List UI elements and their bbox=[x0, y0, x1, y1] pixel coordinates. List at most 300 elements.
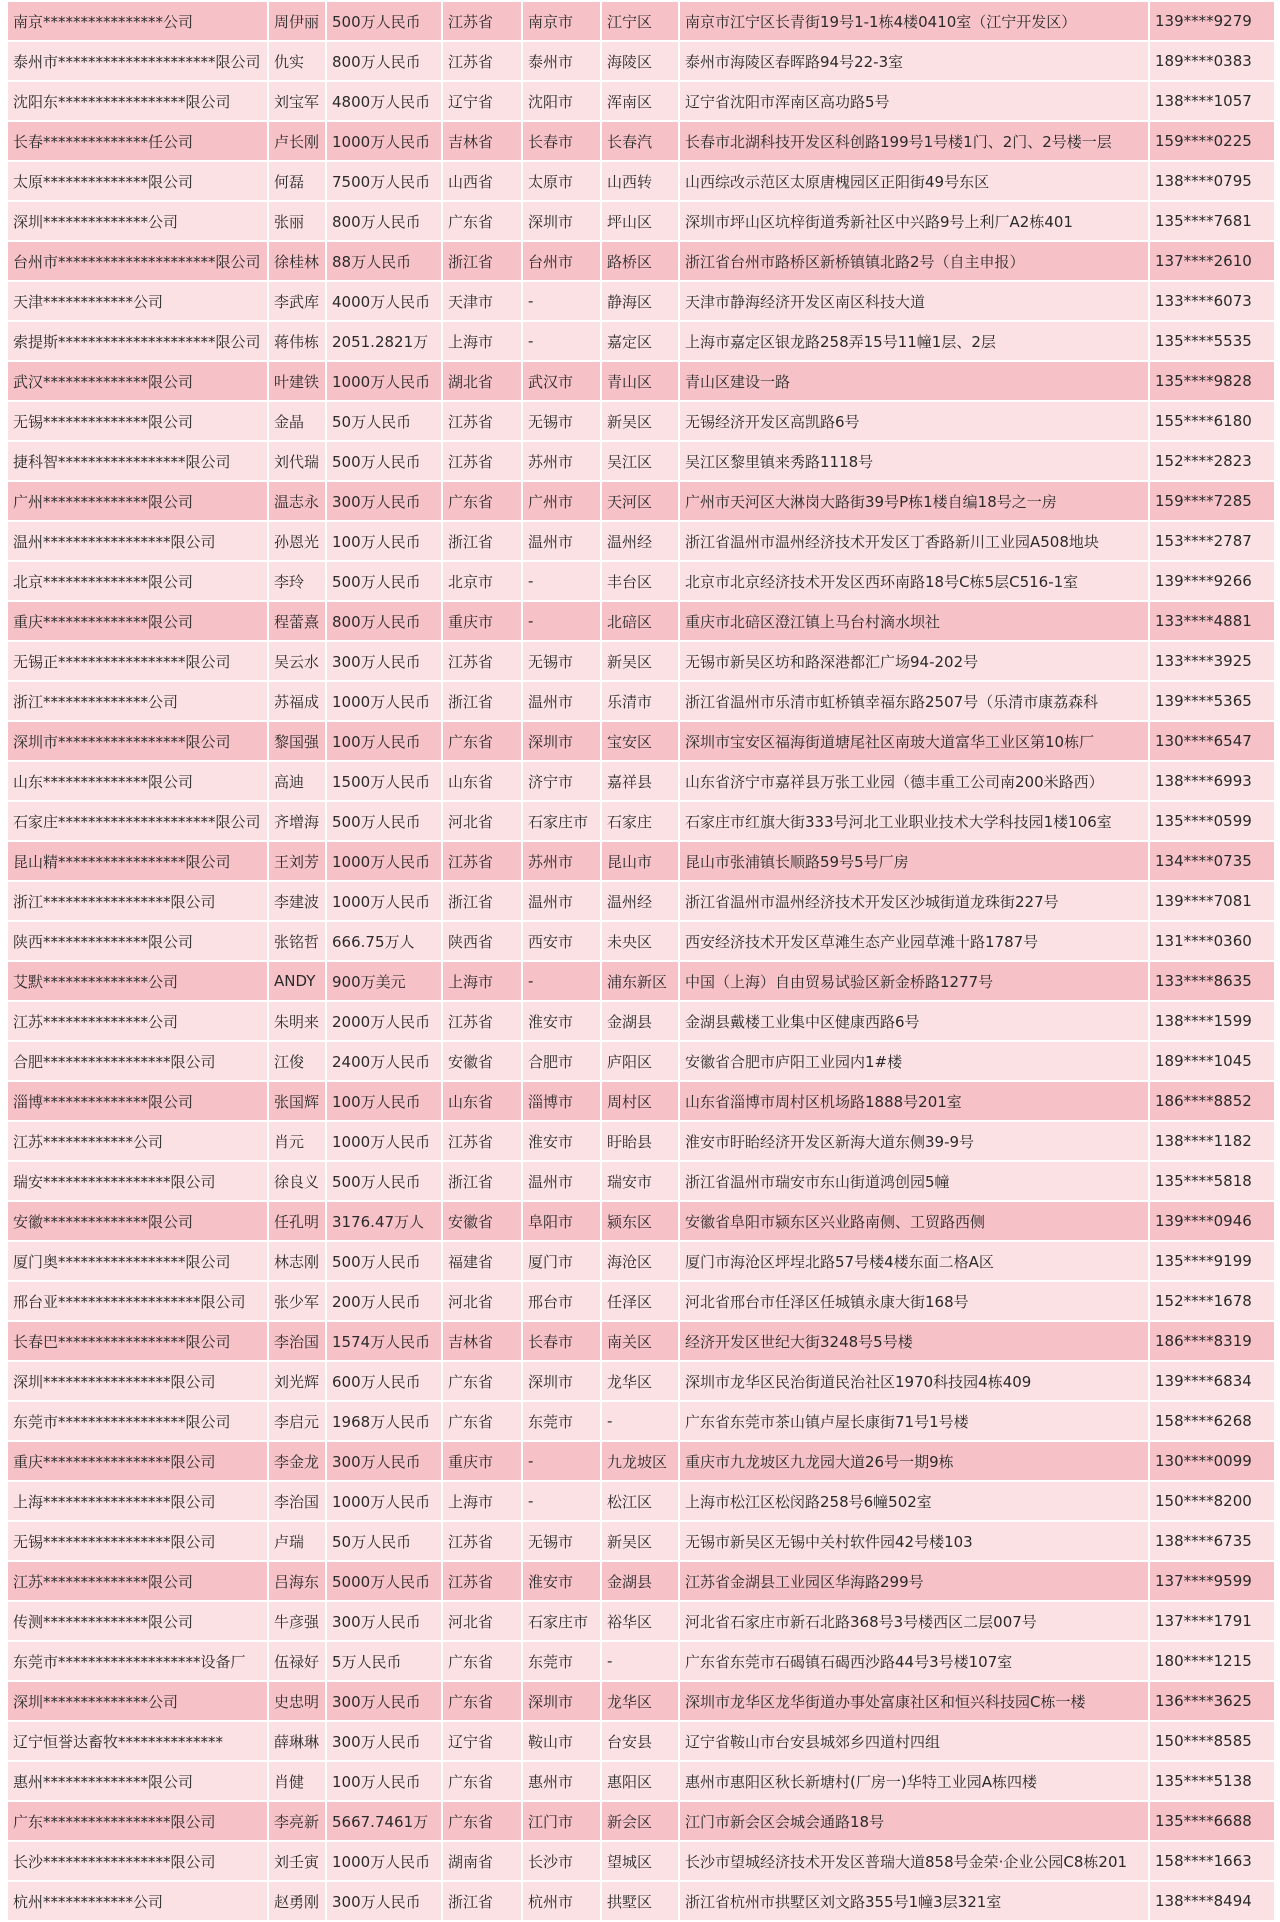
city-cell: 合肥市 bbox=[522, 1041, 601, 1081]
table-row bbox=[7, 1681, 1275, 1721]
company-name-cell: 东莞市*******************设备厂 bbox=[7, 1641, 268, 1681]
phone-cell: 135****5535 bbox=[1149, 321, 1275, 361]
company-name-cell: 无锡*****************限公司 bbox=[7, 1521, 268, 1561]
province-cell: 江苏省 bbox=[442, 841, 522, 881]
province-cell: 江苏省 bbox=[442, 1561, 522, 1601]
company-name-cell: 重庆**************限公司 bbox=[7, 601, 268, 641]
capital-cell: 5000万人民币 bbox=[326, 1561, 442, 1601]
district-cell: 长春汽 bbox=[601, 121, 679, 161]
district-cell: 新吴区 bbox=[601, 1521, 679, 1561]
capital-cell: 50万人民币 bbox=[326, 401, 442, 441]
table-row bbox=[7, 81, 1275, 121]
city-cell: 石家庄市 bbox=[522, 1601, 601, 1641]
capital-cell: 7500万人民币 bbox=[326, 161, 442, 201]
district-cell: 拱墅区 bbox=[601, 1881, 679, 1921]
district-cell: 江宁区 bbox=[601, 1, 679, 41]
table-row bbox=[7, 121, 1275, 161]
province-cell: 天津市 bbox=[442, 281, 522, 321]
legal-rep-cell: 徐良义 bbox=[268, 1161, 326, 1201]
phone-cell: 152****2823 bbox=[1149, 441, 1275, 481]
phone-cell: 130****0099 bbox=[1149, 1441, 1275, 1481]
address-cell: 河北省邢台市任泽区任城镇永康大街168号 bbox=[679, 1281, 1149, 1321]
table-row bbox=[7, 681, 1275, 721]
address-cell: 河北省石家庄市新石北路368号3号楼西区二层007号 bbox=[679, 1601, 1149, 1641]
company-name-cell: 广州**************限公司 bbox=[7, 481, 268, 521]
phone-cell: 139****7081 bbox=[1149, 881, 1275, 921]
district-cell: 周村区 bbox=[601, 1081, 679, 1121]
district-cell: 青山区 bbox=[601, 361, 679, 401]
province-cell: 浙江省 bbox=[442, 1161, 522, 1201]
district-cell: 金湖县 bbox=[601, 1561, 679, 1601]
city-cell: 沈阳市 bbox=[522, 81, 601, 121]
legal-rep-cell: 肖元 bbox=[268, 1121, 326, 1161]
province-cell: 重庆市 bbox=[442, 1441, 522, 1481]
phone-cell: 135****5138 bbox=[1149, 1761, 1275, 1801]
legal-rep-cell: 李玲 bbox=[268, 561, 326, 601]
phone-cell: 137****9599 bbox=[1149, 1561, 1275, 1601]
company-name-cell: 深圳市*****************限公司 bbox=[7, 721, 268, 761]
capital-cell: 800万人民币 bbox=[326, 201, 442, 241]
district-cell: 金湖县 bbox=[601, 1001, 679, 1041]
capital-cell: 300万人民币 bbox=[326, 1681, 442, 1721]
district-cell: 未央区 bbox=[601, 921, 679, 961]
legal-rep-cell: 刘壬寅 bbox=[268, 1841, 326, 1881]
company-name-cell: 天津************公司 bbox=[7, 281, 268, 321]
phone-cell: 135****9828 bbox=[1149, 361, 1275, 401]
phone-cell: 158****6268 bbox=[1149, 1401, 1275, 1441]
table-row bbox=[7, 801, 1275, 841]
district-cell: 路桥区 bbox=[601, 241, 679, 281]
city-cell: 温州市 bbox=[522, 1161, 601, 1201]
company-name-cell: 浙江*****************限公司 bbox=[7, 881, 268, 921]
province-cell: 安徽省 bbox=[442, 1201, 522, 1241]
phone-cell: 135****7681 bbox=[1149, 201, 1275, 241]
province-cell: 浙江省 bbox=[442, 521, 522, 561]
company-name-cell: 浙江**************公司 bbox=[7, 681, 268, 721]
legal-rep-cell: 金晶 bbox=[268, 401, 326, 441]
capital-cell: 300万人民币 bbox=[326, 1721, 442, 1761]
address-cell: 西安经济技术开发区草滩生态产业园草滩十路1787号 bbox=[679, 921, 1149, 961]
legal-rep-cell: 张少军 bbox=[268, 1281, 326, 1321]
district-cell: 浦东新区 bbox=[601, 961, 679, 1001]
capital-cell: 600万人民币 bbox=[326, 1361, 442, 1401]
legal-rep-cell: 朱明来 bbox=[268, 1001, 326, 1041]
company-name-cell: 石家庄*********************限公司 bbox=[7, 801, 268, 841]
legal-rep-cell: 林志刚 bbox=[268, 1241, 326, 1281]
district-cell: 新会区 bbox=[601, 1801, 679, 1841]
address-cell: 浙江省温州市乐清市虹桥镇幸福东路2507号（乐清市康荔森科 bbox=[679, 681, 1149, 721]
city-cell: 东莞市 bbox=[522, 1401, 601, 1441]
city-cell: - bbox=[522, 281, 601, 321]
capital-cell: 4800万人民币 bbox=[326, 81, 442, 121]
address-cell: 广州市天河区大淋岗大路街39号P栋1楼自编18号之一房 bbox=[679, 481, 1149, 521]
phone-cell: 133****4881 bbox=[1149, 601, 1275, 641]
table-row bbox=[7, 841, 1275, 881]
capital-cell: 300万人民币 bbox=[326, 481, 442, 521]
table-row bbox=[7, 961, 1275, 1001]
city-cell: - bbox=[522, 321, 601, 361]
phone-cell: 139****9279 bbox=[1149, 1, 1275, 41]
phone-cell: 133****8635 bbox=[1149, 961, 1275, 1001]
district-cell: 山西转 bbox=[601, 161, 679, 201]
city-cell: 石家庄市 bbox=[522, 801, 601, 841]
address-cell: 山西综改示范区太原唐槐园区正阳街49号东区 bbox=[679, 161, 1149, 201]
district-cell: 颍东区 bbox=[601, 1201, 679, 1241]
address-cell: 中国（上海）自由贸易试验区新金桥路1277号 bbox=[679, 961, 1149, 1001]
city-cell: 温州市 bbox=[522, 521, 601, 561]
phone-cell: 138****1057 bbox=[1149, 81, 1275, 121]
province-cell: 广东省 bbox=[442, 1801, 522, 1841]
phone-cell: 159****7285 bbox=[1149, 481, 1275, 521]
city-cell: 广州市 bbox=[522, 481, 601, 521]
city-cell: 太原市 bbox=[522, 161, 601, 201]
address-cell: 上海市松江区松闵路258号6幢502室 bbox=[679, 1481, 1149, 1521]
address-cell: 无锡市新吴区坊和路深港都汇广场94-202号 bbox=[679, 641, 1149, 681]
city-cell: 长沙市 bbox=[522, 1841, 601, 1881]
table-row bbox=[7, 1721, 1275, 1761]
table-row bbox=[7, 761, 1275, 801]
legal-rep-cell: 赵勇刚 bbox=[268, 1881, 326, 1921]
company-name-cell: 杭州************公司 bbox=[7, 1881, 268, 1921]
capital-cell: 300万人民币 bbox=[326, 1601, 442, 1641]
company-name-cell: 安徽**************限公司 bbox=[7, 1201, 268, 1241]
address-cell: 上海市嘉定区银龙路258弄15号11幢1层、2层 bbox=[679, 321, 1149, 361]
legal-rep-cell: 李建波 bbox=[268, 881, 326, 921]
province-cell: 河北省 bbox=[442, 801, 522, 841]
table-row bbox=[7, 361, 1275, 401]
capital-cell: 2400万人民币 bbox=[326, 1041, 442, 1081]
legal-rep-cell: ANDY bbox=[268, 961, 326, 1001]
company-name-cell: 长沙*****************限公司 bbox=[7, 1841, 268, 1881]
legal-rep-cell: 温志永 bbox=[268, 481, 326, 521]
address-cell: 辽宁省鞍山市台安县城郊乡四道村四组 bbox=[679, 1721, 1149, 1761]
address-cell: 安徽省合肥市庐阳工业园内1#楼 bbox=[679, 1041, 1149, 1081]
district-cell: 浑南区 bbox=[601, 81, 679, 121]
table-row bbox=[7, 1841, 1275, 1881]
company-name-cell: 传测**************限公司 bbox=[7, 1601, 268, 1641]
district-cell: 松江区 bbox=[601, 1481, 679, 1521]
district-cell: 瑞安市 bbox=[601, 1161, 679, 1201]
phone-cell: 133****3925 bbox=[1149, 641, 1275, 681]
capital-cell: 200万人民币 bbox=[326, 1281, 442, 1321]
table-row bbox=[7, 1441, 1275, 1481]
city-cell: - bbox=[522, 561, 601, 601]
legal-rep-cell: 徐桂林 bbox=[268, 241, 326, 281]
company-name-cell: 长春巴*****************限公司 bbox=[7, 1321, 268, 1361]
province-cell: 广东省 bbox=[442, 721, 522, 761]
company-name-cell: 无锡**************限公司 bbox=[7, 401, 268, 441]
capital-cell: 2051.2821万 bbox=[326, 321, 442, 361]
table-row bbox=[7, 1041, 1275, 1081]
capital-cell: 1000万人民币 bbox=[326, 1841, 442, 1881]
province-cell: 上海市 bbox=[442, 1481, 522, 1521]
phone-cell: 153****2787 bbox=[1149, 521, 1275, 561]
company-name-cell: 深圳**************公司 bbox=[7, 1681, 268, 1721]
company-name-cell: 深圳**************公司 bbox=[7, 201, 268, 241]
capital-cell: 1574万人民币 bbox=[326, 1321, 442, 1361]
address-cell: 青山区建设一路 bbox=[679, 361, 1149, 401]
company-name-cell: 瑞安*****************限公司 bbox=[7, 1161, 268, 1201]
phone-cell: 189****0383 bbox=[1149, 41, 1275, 81]
province-cell: 广东省 bbox=[442, 1401, 522, 1441]
city-cell: 台州市 bbox=[522, 241, 601, 281]
province-cell: 山东省 bbox=[442, 1081, 522, 1121]
address-cell: 昆山市张浦镇长顺路59号5号厂房 bbox=[679, 841, 1149, 881]
province-cell: 河北省 bbox=[442, 1281, 522, 1321]
table-row bbox=[7, 1561, 1275, 1601]
city-cell: 杭州市 bbox=[522, 1881, 601, 1921]
phone-cell: 137****2610 bbox=[1149, 241, 1275, 281]
phone-cell: 138****1599 bbox=[1149, 1001, 1275, 1041]
capital-cell: 500万人民币 bbox=[326, 1241, 442, 1281]
capital-cell: 100万人民币 bbox=[326, 1081, 442, 1121]
phone-cell: 150****8585 bbox=[1149, 1721, 1275, 1761]
province-cell: 江苏省 bbox=[442, 1121, 522, 1161]
district-cell: 温州经 bbox=[601, 521, 679, 561]
province-cell: 浙江省 bbox=[442, 241, 522, 281]
city-cell: 江门市 bbox=[522, 1801, 601, 1841]
legal-rep-cell: 李治国 bbox=[268, 1481, 326, 1521]
capital-cell: 300万人民币 bbox=[326, 1881, 442, 1921]
address-cell: 无锡经济开发区高凯路6号 bbox=[679, 401, 1149, 441]
company-name-cell: 昆山精*****************限公司 bbox=[7, 841, 268, 881]
table-row bbox=[7, 1481, 1275, 1521]
company-table-body bbox=[7, 1, 1275, 1921]
legal-rep-cell: 刘宝军 bbox=[268, 81, 326, 121]
legal-rep-cell: 李武库 bbox=[268, 281, 326, 321]
legal-rep-cell: 肖健 bbox=[268, 1761, 326, 1801]
table-row bbox=[7, 481, 1275, 521]
legal-rep-cell: 李金龙 bbox=[268, 1441, 326, 1481]
district-cell: 九龙坡区 bbox=[601, 1441, 679, 1481]
province-cell: 吉林省 bbox=[442, 1321, 522, 1361]
phone-cell: 150****8200 bbox=[1149, 1481, 1275, 1521]
district-cell: 新吴区 bbox=[601, 641, 679, 681]
district-cell: 盱眙县 bbox=[601, 1121, 679, 1161]
table-row bbox=[7, 401, 1275, 441]
district-cell: 龙华区 bbox=[601, 1361, 679, 1401]
legal-rep-cell: 苏福成 bbox=[268, 681, 326, 721]
legal-rep-cell: 黎国强 bbox=[268, 721, 326, 761]
table-row bbox=[7, 1, 1275, 41]
capital-cell: 2000万人民币 bbox=[326, 1001, 442, 1041]
province-cell: 陕西省 bbox=[442, 921, 522, 961]
phone-cell: 159****0225 bbox=[1149, 121, 1275, 161]
company-name-cell: 合肥*****************限公司 bbox=[7, 1041, 268, 1081]
company-name-cell: 江苏**************公司 bbox=[7, 1001, 268, 1041]
address-cell: 天津市静海经济开发区南区科技大道 bbox=[679, 281, 1149, 321]
capital-cell: 666.75万人 bbox=[326, 921, 442, 961]
capital-cell: 300万人民币 bbox=[326, 1441, 442, 1481]
legal-rep-cell: 史忠明 bbox=[268, 1681, 326, 1721]
legal-rep-cell: 江俊 bbox=[268, 1041, 326, 1081]
table-row bbox=[7, 161, 1275, 201]
city-cell: 温州市 bbox=[522, 881, 601, 921]
city-cell: 鞍山市 bbox=[522, 1721, 601, 1761]
legal-rep-cell: 张丽 bbox=[268, 201, 326, 241]
province-cell: 江苏省 bbox=[442, 441, 522, 481]
district-cell: 温州经 bbox=[601, 881, 679, 921]
phone-cell: 155****6180 bbox=[1149, 401, 1275, 441]
city-cell: 淮安市 bbox=[522, 1121, 601, 1161]
legal-rep-cell: 吴云水 bbox=[268, 641, 326, 681]
company-name-cell: 广东*****************限公司 bbox=[7, 1801, 268, 1841]
table-row bbox=[7, 1361, 1275, 1401]
table-row bbox=[7, 1281, 1275, 1321]
legal-rep-cell: 高迪 bbox=[268, 761, 326, 801]
company-name-cell: 长春**************任公司 bbox=[7, 121, 268, 161]
phone-cell: 135****5818 bbox=[1149, 1161, 1275, 1201]
table-row bbox=[7, 441, 1275, 481]
legal-rep-cell: 张铭哲 bbox=[268, 921, 326, 961]
capital-cell: 500万人民币 bbox=[326, 441, 442, 481]
province-cell: 湖南省 bbox=[442, 1841, 522, 1881]
city-cell: 南京市 bbox=[522, 1, 601, 41]
legal-rep-cell: 张国辉 bbox=[268, 1081, 326, 1121]
legal-rep-cell: 孙恩光 bbox=[268, 521, 326, 561]
company-name-cell: 捷科智*****************限公司 bbox=[7, 441, 268, 481]
phone-cell: 139****9266 bbox=[1149, 561, 1275, 601]
phone-cell: 139****0946 bbox=[1149, 1201, 1275, 1241]
district-cell: - bbox=[601, 1641, 679, 1681]
province-cell: 江苏省 bbox=[442, 1521, 522, 1561]
province-cell: 浙江省 bbox=[442, 881, 522, 921]
phone-cell: 130****6547 bbox=[1149, 721, 1275, 761]
capital-cell: 1000万人民币 bbox=[326, 881, 442, 921]
phone-cell: 136****3625 bbox=[1149, 1681, 1275, 1721]
capital-cell: 100万人民币 bbox=[326, 721, 442, 761]
legal-rep-cell: 李治国 bbox=[268, 1321, 326, 1361]
capital-cell: 800万人民币 bbox=[326, 601, 442, 641]
company-name-cell: 邢台亚*******************限公司 bbox=[7, 1281, 268, 1321]
district-cell: 石家庄 bbox=[601, 801, 679, 841]
phone-cell: 158****1663 bbox=[1149, 1841, 1275, 1881]
capital-cell: 800万人民币 bbox=[326, 41, 442, 81]
city-cell: 西安市 bbox=[522, 921, 601, 961]
legal-rep-cell: 李启元 bbox=[268, 1401, 326, 1441]
address-cell: 深圳市龙华区民治街道民治社区1970科技园4栋409 bbox=[679, 1361, 1149, 1401]
capital-cell: 1000万人民币 bbox=[326, 841, 442, 881]
address-cell: 厦门市海沧区坪埕北路57号楼4楼东面二格A区 bbox=[679, 1241, 1149, 1281]
address-cell: 吴江区黎里镇来秀路1118号 bbox=[679, 441, 1149, 481]
address-cell: 山东省淄博市周村区机场路1888号201室 bbox=[679, 1081, 1149, 1121]
address-cell: 深圳市龙华区龙华街道办事处富康社区和恒兴科技园C栋一楼 bbox=[679, 1681, 1149, 1721]
district-cell: 昆山市 bbox=[601, 841, 679, 881]
province-cell: 上海市 bbox=[442, 321, 522, 361]
district-cell: 丰台区 bbox=[601, 561, 679, 601]
district-cell: 北碚区 bbox=[601, 601, 679, 641]
table-row bbox=[7, 1241, 1275, 1281]
legal-rep-cell: 周伊丽 bbox=[268, 1, 326, 41]
province-cell: 辽宁省 bbox=[442, 81, 522, 121]
province-cell: 山东省 bbox=[442, 761, 522, 801]
province-cell: 江苏省 bbox=[442, 641, 522, 681]
company-name-cell: 沈阳东*****************限公司 bbox=[7, 81, 268, 121]
city-cell: - bbox=[522, 961, 601, 1001]
phone-cell: 138****0795 bbox=[1149, 161, 1275, 201]
phone-cell: 135****6688 bbox=[1149, 1801, 1275, 1841]
city-cell: - bbox=[522, 1441, 601, 1481]
address-cell: 浙江省台州市路桥区新桥镇镇北路2号（自主申报） bbox=[679, 241, 1149, 281]
address-cell: 广东省东莞市石碣镇石碣西沙路44号3号楼107室 bbox=[679, 1641, 1149, 1681]
table-row bbox=[7, 1881, 1275, 1921]
phone-cell: 134****0735 bbox=[1149, 841, 1275, 881]
district-cell: 南关区 bbox=[601, 1321, 679, 1361]
company-name-cell: 淄博**************限公司 bbox=[7, 1081, 268, 1121]
address-cell: 淮安市盱眙经济开发区新海大道东侧39-9号 bbox=[679, 1121, 1149, 1161]
city-cell: 长春市 bbox=[522, 121, 601, 161]
phone-cell: 186****8319 bbox=[1149, 1321, 1275, 1361]
district-cell: 吴江区 bbox=[601, 441, 679, 481]
table-row bbox=[7, 601, 1275, 641]
province-cell: 安徽省 bbox=[442, 1041, 522, 1081]
legal-rep-cell: 叶建铁 bbox=[268, 361, 326, 401]
city-cell: 淮安市 bbox=[522, 1001, 601, 1041]
legal-rep-cell: 王刘芳 bbox=[268, 841, 326, 881]
province-cell: 吉林省 bbox=[442, 121, 522, 161]
table-row bbox=[7, 1761, 1275, 1801]
city-cell: 无锡市 bbox=[522, 1521, 601, 1561]
company-name-cell: 南京****************公司 bbox=[7, 1, 268, 41]
company-name-cell: 太原**************限公司 bbox=[7, 161, 268, 201]
address-cell: 安徽省阜阳市颍东区兴业路南侧、工贸路西侧 bbox=[679, 1201, 1149, 1241]
address-cell: 山东省济宁市嘉祥县万张工业园（德丰重工公司南200米路西） bbox=[679, 761, 1149, 801]
legal-rep-cell: 吕海东 bbox=[268, 1561, 326, 1601]
city-cell: 深圳市 bbox=[522, 1681, 601, 1721]
city-cell: 长春市 bbox=[522, 1321, 601, 1361]
capital-cell: 1000万人民币 bbox=[326, 361, 442, 401]
phone-cell: 138****1182 bbox=[1149, 1121, 1275, 1161]
city-cell: - bbox=[522, 1481, 601, 1521]
company-name-cell: 东莞市*****************限公司 bbox=[7, 1401, 268, 1441]
capital-cell: 100万人民币 bbox=[326, 1761, 442, 1801]
company-name-cell: 索提斯*********************限公司 bbox=[7, 321, 268, 361]
address-cell: 金湖县戴楼工业集中区健康西路6号 bbox=[679, 1001, 1149, 1041]
address-cell: 经济开发区世纪大街3248号5号楼 bbox=[679, 1321, 1149, 1361]
district-cell: 海陵区 bbox=[601, 41, 679, 81]
province-cell: 江苏省 bbox=[442, 1001, 522, 1041]
province-cell: 湖北省 bbox=[442, 361, 522, 401]
district-cell: 望城区 bbox=[601, 1841, 679, 1881]
city-cell: 无锡市 bbox=[522, 641, 601, 681]
capital-cell: 500万人民币 bbox=[326, 1, 442, 41]
table-row bbox=[7, 1801, 1275, 1841]
capital-cell: 1000万人民币 bbox=[326, 681, 442, 721]
district-cell: - bbox=[601, 1401, 679, 1441]
company-name-cell: 北京**************限公司 bbox=[7, 561, 268, 601]
district-cell: 嘉定区 bbox=[601, 321, 679, 361]
city-cell: 深圳市 bbox=[522, 1361, 601, 1401]
province-cell: 广东省 bbox=[442, 1641, 522, 1681]
company-name-cell: 陕西**************限公司 bbox=[7, 921, 268, 961]
district-cell: 裕华区 bbox=[601, 1601, 679, 1641]
phone-cell: 137****1791 bbox=[1149, 1601, 1275, 1641]
address-cell: 浙江省温州市温州经济技术开发区丁香路新川工业园A508地块 bbox=[679, 521, 1149, 561]
district-cell: 坪山区 bbox=[601, 201, 679, 241]
capital-cell: 5667.7461万 bbox=[326, 1801, 442, 1841]
address-cell: 惠州市惠阳区秋长新塘村(厂房一)华特工业园A栋四楼 bbox=[679, 1761, 1149, 1801]
province-cell: 辽宁省 bbox=[442, 1721, 522, 1761]
capital-cell: 3176.47万人 bbox=[326, 1201, 442, 1241]
address-cell: 浙江省温州市温州经济技术开发区沙城街道龙珠街227号 bbox=[679, 881, 1149, 921]
phone-cell: 138****6735 bbox=[1149, 1521, 1275, 1561]
address-cell: 重庆市北碚区澄江镇上马台村滴水坝社 bbox=[679, 601, 1149, 641]
address-cell: 长春市北湖科技开发区科创路199号1号楼1门、2门、2号楼一层 bbox=[679, 121, 1149, 161]
phone-cell: 133****6073 bbox=[1149, 281, 1275, 321]
province-cell: 上海市 bbox=[442, 961, 522, 1001]
legal-rep-cell: 卢长刚 bbox=[268, 121, 326, 161]
phone-cell: 180****1215 bbox=[1149, 1641, 1275, 1681]
